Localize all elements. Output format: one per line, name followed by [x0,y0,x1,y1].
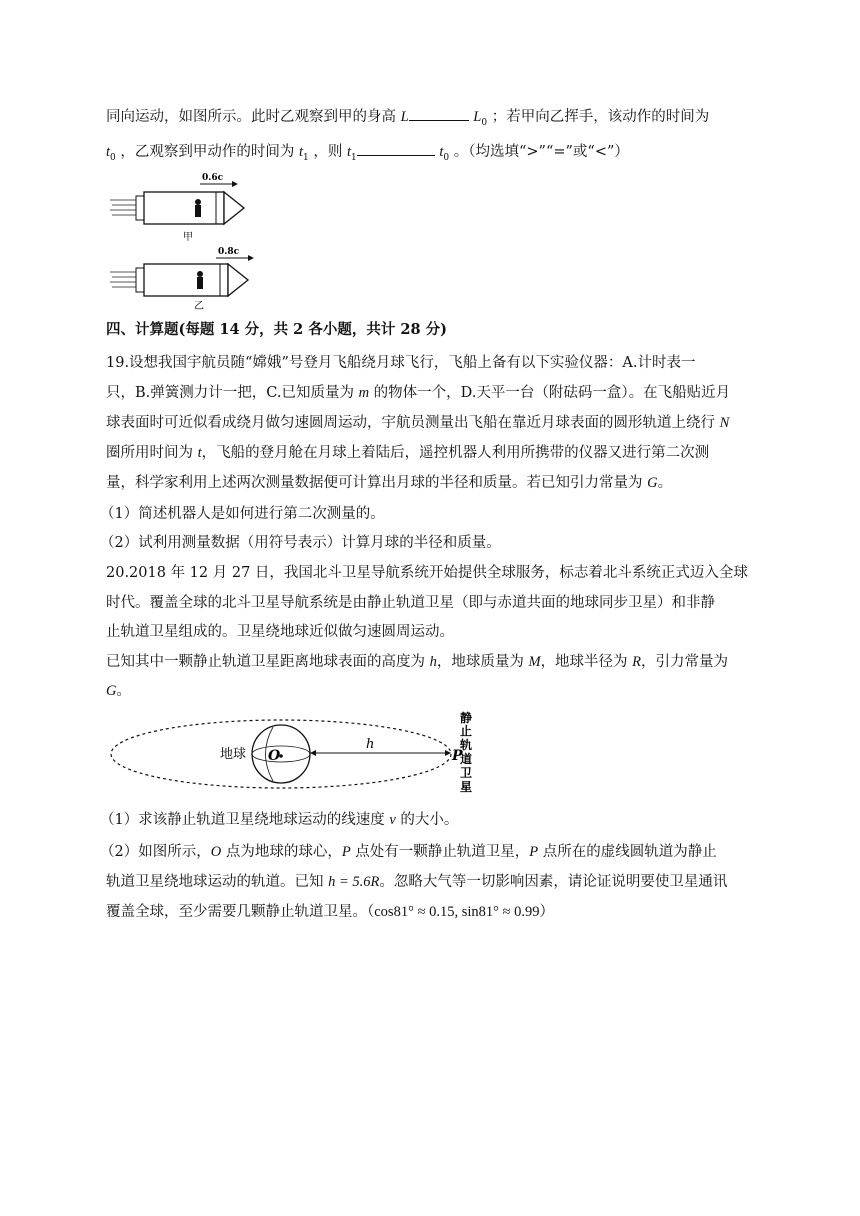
answer-blank-2[interactable] [357,141,435,156]
sat-label-4: 道 [460,752,473,766]
q19-line-1: 19.设想我国宇航员随“嫦娥”号登月飞船绕月球飞行，飞船上备有以下实验仪器：A.计时表一 [106,355,696,371]
q20-line-1: 20.2018 年 12 月 27 日，我国北斗卫星导航系统开始提供全球服务，标志着北斗系统正式迈入全球 [106,565,748,581]
var-m: m [358,385,370,401]
sub-1: 1 [303,152,309,163]
q20-text: 覆盖全球，至少需要几颗静止轨道卫星。（ [106,904,375,920]
q19-line-3 [106,413,760,433]
q19-part-2: （2）试利用测量数据（用符号表示）计算月球的半径和质量。 [100,535,501,551]
q20-text: 。 [116,683,131,699]
q19-text: 圈所用时间为 [106,445,198,461]
rocket-jia [110,173,244,243]
q20-text: （1）求该静止轨道卫星绕地球运动的线速度 [100,812,390,828]
var-P: P [529,844,539,860]
var-t0: t [106,144,111,160]
var-t1: t [298,144,304,160]
var-G: G [647,475,658,491]
var-t0: t [439,144,444,160]
var-v: v [389,812,396,828]
q19-text: ，飞船的登月舱在月球上着陆后，遥控机器人利用所携带的仪器又进行第二次测 [201,445,710,461]
q18-line-1 [106,106,760,133]
q19-line-4 [106,443,760,463]
q18-text: ，乙观察到甲动作的时间为 [120,144,295,160]
sub-0: 0 [481,117,488,128]
sub-0: 0 [443,152,450,163]
q20-text: 。忽略大气等一切影响因素，请论证说明要使卫星通讯 [379,874,728,890]
q19-line-2 [106,383,760,403]
var-h: h [429,654,437,670]
earth [252,725,310,783]
var-M: M [528,654,541,670]
var-t1: t [346,144,351,160]
q20-line-2: 时代。覆盖全球的北斗卫星导航系统是由静止轨道卫星（即与赤道共面的地球同步卫星）和非静 [106,595,715,611]
q20-line-4 [106,652,760,672]
q19-line-5 [106,473,760,493]
q19-text: 量，科学家利用上述两次测量数据便可计算出月球的半径和质量。若已知引力常量为 [106,475,648,491]
equation-h: h = 5.6R [328,874,380,890]
trig-values: cos81° ≈ 0.15, sin81° ≈ 0.99 [374,904,540,920]
var-t: t [197,445,202,461]
var-R: R [632,654,642,670]
center-label: O [268,748,281,764]
q20-text: ，引力常量为 [641,654,729,670]
q18-text: ；若甲向乙挥手，该动作的时间为 [491,109,710,125]
sat-label-3: 轨 [460,738,473,752]
section-heading: 四、计算题(每题 14 分，共 2 各小题，共计 28 分) [106,321,447,338]
q20-text: （2）如图所示， [100,844,211,860]
q20-text: ） [539,904,555,920]
q20-line-3: 止轨道卫星组成的。卫星绕地球近似做匀速圆周运动。 [106,624,454,640]
q18-line-2 [106,141,760,168]
var-G: G [106,683,117,699]
h-label: h [366,737,375,752]
q18-text: 同向运动，如图所示。此时乙观察到甲的身高 [106,109,396,125]
q20-part-1 [100,810,760,830]
q20-line-5 [106,681,760,701]
q20-part-2-line-2 [106,872,760,892]
p-label: P [452,748,463,764]
orbit-figure [108,708,488,798]
var-O: O [210,844,222,860]
var-L0: L [473,109,482,125]
rocket-yi [110,247,254,312]
q20-text: 点处有一颗静止轨道卫星， [350,844,530,860]
q20-text: ，地球半径为 [540,654,633,670]
rocket-figure [108,168,258,312]
label-jia: 甲 [183,232,193,243]
q20-text: 点所在的虚线圆轨道为静止 [538,844,717,860]
var-P: P [341,844,351,860]
q20-text: 已知其中一颗静止轨道卫星距离地球表面的高度为 [106,654,430,670]
q20-text: 点为地球的球心， [221,844,342,860]
var-N: N [719,415,730,431]
q19-part-1: （1）简述机器人是如何进行第二次测量的。 [100,506,385,522]
sat-label-2: 止 [460,724,473,738]
sub-1: 1 [351,152,357,163]
q20-text: 轨道卫星绕地球运动的轨道。已知 [106,874,329,890]
earth-label: 地球 [220,747,247,762]
q20-text: 的大小。 [395,812,459,828]
answer-blank-1[interactable] [409,106,469,121]
q18-text: 。（均选填“>”“=”或“<”） [453,144,629,160]
sat-label-1: 静 [460,711,473,725]
q18-text: ，则 [313,144,343,160]
sub-0: 0 [110,152,116,163]
speed-label-bottom: 0.8c [218,247,240,257]
q19-text: 的物体一个，D.天平一台（附砝码一盒）。在飞船贴近月 [369,385,731,401]
var-L: L [400,109,409,125]
q19-text: 只，B.弹簧测力计一把，C.已知质量为 [106,385,359,401]
q20-part-2-line-1 [100,842,760,862]
q19-text: 。 [657,475,673,491]
q20-part-2-line-3 [106,902,760,922]
q20-text: ，地球质量为 [436,654,529,670]
label-yi: 乙 [194,301,204,312]
speed-label-top: 0.6c [202,173,224,183]
sat-label-6: 星 [460,780,473,794]
sat-label-5: 卫 [460,766,473,780]
q19-text: 球表面时可近似看成绕月做匀速圆周运动，宇航员测量出飞船在靠近月球表面的圆形轨道上绕行 [106,415,720,431]
